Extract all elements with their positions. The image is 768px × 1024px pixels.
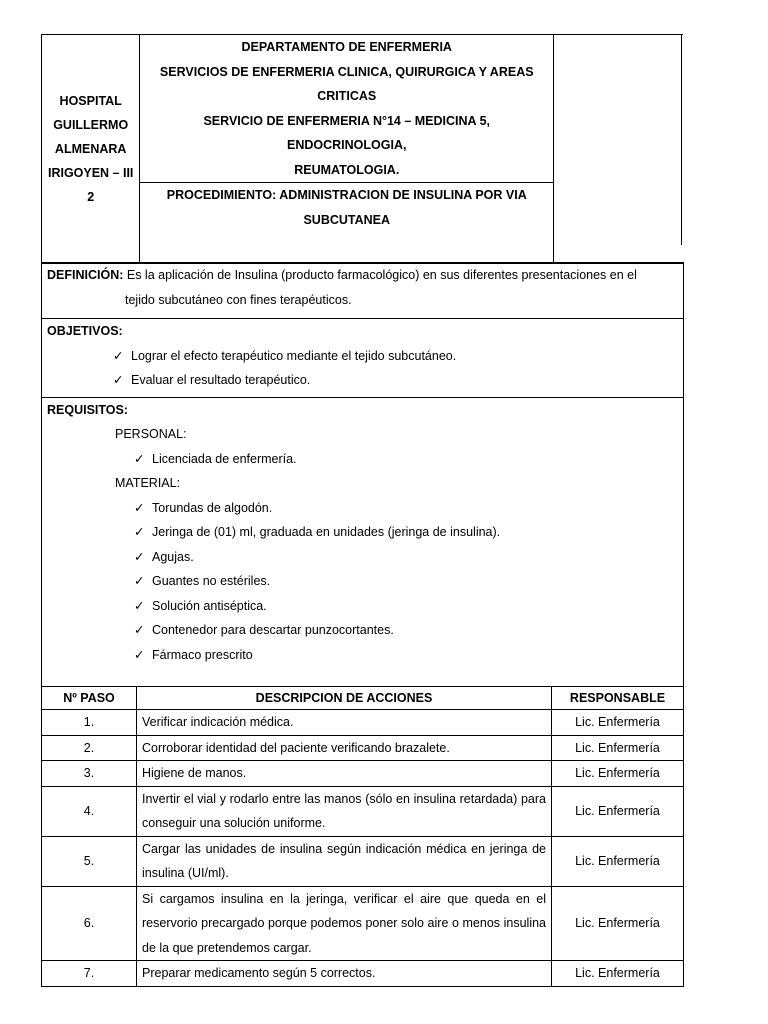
step-responsible: Lic. Enfermería (552, 786, 684, 836)
step-responsible: Lic. Enfermería (552, 710, 684, 736)
procedure-body (41, 262, 684, 987)
objective-item: ✓ Evaluar el resultado terapéutico. (47, 368, 683, 393)
step-description: Preparar medicamento según 5 correctos. (137, 961, 552, 986)
definition-text-cont: tejido subcutáneo con fines terapéuticos. (125, 292, 352, 307)
logo-cell (554, 35, 683, 264)
definition-section (42, 263, 683, 319)
table-row (42, 735, 683, 761)
step-responsible: Lic. Enfermería (552, 961, 684, 986)
checkmark-icon: ✓ (113, 373, 124, 387)
table-row (42, 786, 683, 836)
step-number: 6. (42, 886, 137, 961)
steps-section (42, 687, 683, 986)
checkmark-icon: ✓ (134, 525, 145, 539)
requirements-label: REQUISITOS: (47, 402, 129, 417)
table-row (42, 886, 683, 961)
checkmark-icon: ✓ (134, 623, 145, 637)
material-item: ✓ Guantes no estériles. (47, 569, 683, 594)
step-number: 4. (42, 786, 137, 836)
step-number: 1. (42, 710, 137, 736)
objective-item: ✓ Lograr el efecto terapéutico mediante el tejido subcutáneo. (47, 344, 683, 369)
step-number: 2. (42, 735, 137, 761)
step-responsible: Lic. Enfermería (552, 886, 684, 961)
checkmark-icon: ✓ (134, 574, 145, 588)
material-item: ✓ Contenedor para descartar punzocortantes. (47, 618, 683, 643)
procedure-title: PROCEDIMIENTO: ADMINISTRACION DE INSULINA POR VIA SUBCUTANEA (140, 183, 554, 264)
step-description: Corroborar identidad del paciente verificando brazalete. (137, 735, 552, 761)
material-item: ✓ Jeringa de (01) ml, graduada en unidades (jeringa de insulina). (47, 520, 683, 545)
col-header-responsible: RESPONSABLE (552, 687, 684, 710)
header-right-border (681, 34, 682, 245)
checkmark-icon: ✓ (134, 549, 145, 564)
checkmark-icon: ✓ (134, 451, 145, 466)
material-item: ✓ Agujas. (47, 545, 683, 570)
table-row (42, 761, 683, 787)
col-header-step: Nº PASO (42, 687, 137, 710)
definition-label: DEFINICIÓN: (47, 268, 124, 282)
department-info: DEPARTAMENTO DE ENFERMERIA SERVICIOS DE ENFERMERIA CLINICA, QUIRURGICA Y AREAS CRITICAS SERVICIO DE ENFERMERIA N°14 – MEDICINA 5, ENDOCRINOLOGIA, REUMATOLOGIA. (140, 35, 554, 183)
objectives-section (42, 319, 683, 398)
checkmark-icon: ✓ (113, 348, 124, 363)
step-number: 7. (42, 961, 137, 986)
objectives-label: OBJETIVOS: (47, 324, 123, 338)
step-responsible: Lic. Enfermería (552, 761, 684, 787)
col-header-description: DESCRIPCION DE ACCIONES (137, 687, 552, 710)
material-label: MATERIAL: (115, 476, 181, 490)
step-description: Higiene de manos. (137, 761, 552, 787)
requirements-section (42, 398, 683, 688)
step-description: Invertir el vial y rodarlo entre las manos (sólo en insulina retardada) para conseguir una solución uniforme. (137, 786, 552, 836)
table-row (42, 710, 683, 736)
personal-label: PERSONAL: (115, 427, 187, 441)
checkmark-icon: ✓ (134, 598, 145, 613)
step-number: 3. (42, 761, 137, 787)
hospital-name: HOSPITAL GUILLERMO ALMENARA IRIGOYEN – III 2 (42, 35, 140, 264)
table-row (42, 961, 683, 986)
material-item: ✓ Solución antiséptica. (47, 594, 683, 619)
steps-table (42, 687, 683, 986)
material-item: ✓ Torundas de algodón. (47, 496, 683, 521)
step-responsible: Lic. Enfermería (552, 836, 684, 886)
material-item: ✓ Fármaco prescrito (47, 643, 683, 668)
steps-header-row (42, 687, 683, 710)
document-header (41, 34, 683, 264)
step-description: Verificar indicación médica. (137, 710, 552, 736)
personal-item: ✓ Licenciada de enfermería. (47, 447, 683, 472)
table-row (42, 836, 683, 886)
step-description: Si cargamos insulina en la jeringa, verificar el aire que queda en el reservorio precargado porque podemos poner solo aire o menos insulina de la que pretendemos cargar. (137, 886, 552, 961)
definition-text: Es la aplicación de Insulina (producto farmacológico) en sus diferentes presentaciones en el (123, 268, 637, 282)
step-description: Cargar las unidades de insulina según indicación médica en jeringa de insulina (UI/ml). (137, 836, 552, 886)
step-responsible: Lic. Enfermería (552, 735, 684, 761)
step-number: 5. (42, 836, 137, 886)
checkmark-icon: ✓ (134, 647, 145, 662)
checkmark-icon: ✓ (134, 500, 145, 515)
